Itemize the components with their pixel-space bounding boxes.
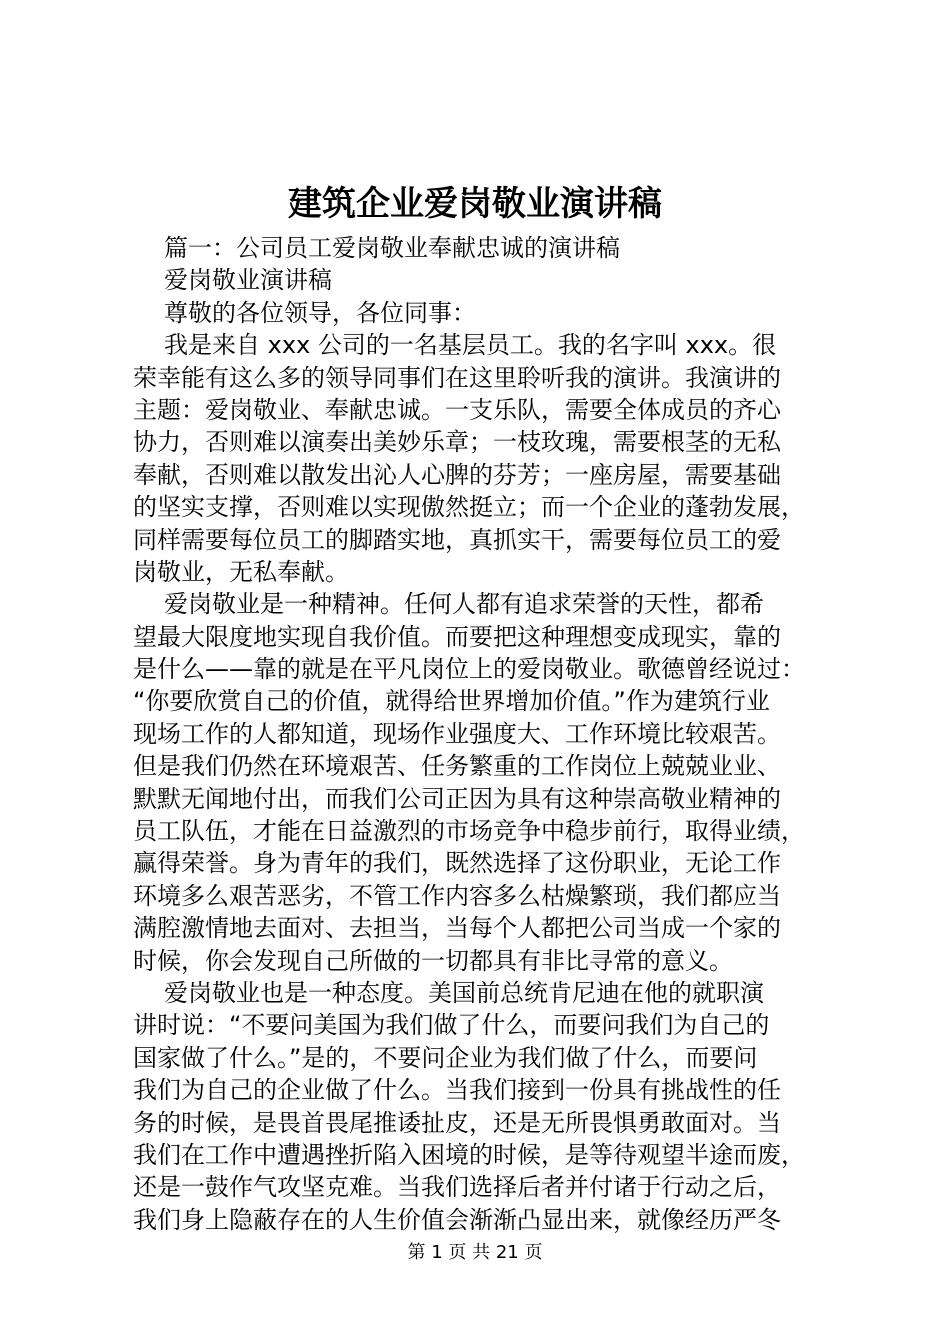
text-line: 赢得荣誉。身为青年的我们，既然选择了这份职业，无论工作	[133, 849, 781, 878]
text-line: 是什么——靠的就是在平凡岗位上的爱岗敬业。歌德曾经说过：	[133, 655, 805, 684]
text-line: 现场工作的人都知道，现场作业强度大、工作环境比较艰苦。	[133, 719, 781, 748]
text-line: 员工队伍，才能在日益激烈的市场竞争中稳步前行，取得业绩，	[133, 817, 805, 846]
text-line: 爱岗敬业也是一种态度。美国前总统肯尼迪在他的就职演	[164, 978, 764, 1007]
text-line: 协力，否则难以演奏出美妙乐章；一枝玫瑰，需要根茎的无私	[133, 428, 781, 457]
text-line: 爱岗敬业演讲稿	[164, 266, 332, 295]
text-line: 篇一：公司员工爱岗敬业奉献忠诚的演讲稿	[164, 234, 620, 262]
text-line: 主题：爱岗敬业、奉献忠诚。一支乐队，需要全体成员的齐心	[133, 395, 781, 424]
document-title: 建筑企业爱岗敬业演讲稿	[288, 184, 662, 224]
text-line: 讲时说：“不要问美国为我们做了什么，而要问我们为自己的	[133, 1011, 770, 1040]
text-line: 的坚实支撑，否则难以实现傲然挺立；而一个企业的蓬勃发展，	[133, 493, 805, 522]
text-line: 奉献，否则难以散发出沁人心脾的芬芳；一座房屋，需要基础	[133, 460, 781, 489]
text-line: 尊敬的各位领导，各位同事：	[164, 298, 476, 327]
text-line: 环境多么艰苦恶劣，不管工作内容多么枯燥繁琐，我们都应当	[133, 881, 781, 910]
text-line: 荣幸能有这么多的领导同事们在这里聆听我的演讲。我演讲的	[133, 363, 781, 392]
text-line: 但是我们仍然在环境艰苦、任务繁重的工作岗位上兢兢业业、	[133, 752, 781, 781]
document-body	[133, 232, 845, 1236]
text-line: 望最大限度地实现自我价值。而要把这种理想变成现实，靠的	[133, 622, 781, 651]
text-line: 默默无闻地付出，而我们公司正因为具有这种崇高敬业精神的	[133, 784, 781, 813]
text-line: 满腔激情地去面对、去担当，当每个人都把公司当成一个家的	[133, 914, 781, 943]
text-line: 我是来自 xxx 公司的一名基层员工。我的名字叫 xxx。很	[164, 331, 777, 360]
text-line: 我们为自己的企业做了什么。当我们接到一份具有挑战性的任	[133, 1076, 781, 1105]
text-line: “你要欣赏自己的价值，就得给世界增加价值。”作为建筑行业	[133, 687, 770, 716]
text-line: 同样需要每位员工的脚踏实地，真抓实干，需要每位员工的爱	[133, 525, 781, 554]
text-line: 还是一鼓作气攻坚克难。当我们选择后者并付诸于行动之后，	[133, 1173, 781, 1202]
text-line: 爱岗敬业是一种精神。任何人都有追求荣誉的天性，都希	[164, 590, 764, 619]
text-line: 务的时候，是畏首畏尾推诿扯皮，还是无所畏惧勇敢面对。当	[133, 1108, 781, 1137]
text-line: 我们身上隐蔽存在的人生价值会渐渐凸显出来，就像经历严冬	[133, 1205, 781, 1234]
text-line: 我们在工作中遭遇挫折陷入困境的时候，是等待观望半途而废，	[133, 1140, 805, 1169]
page-footer: 第 1 页 共 21 页	[407, 1242, 543, 1263]
text-line: 国家做了什么。”是的，不要问企业为我们做了什么，而要问	[133, 1043, 758, 1072]
text-line: 岗敬业，无私奉献。	[133, 557, 349, 586]
text-line: 时候，你会发现自己所做的一切都具有非比寻常的意义。	[133, 946, 733, 975]
